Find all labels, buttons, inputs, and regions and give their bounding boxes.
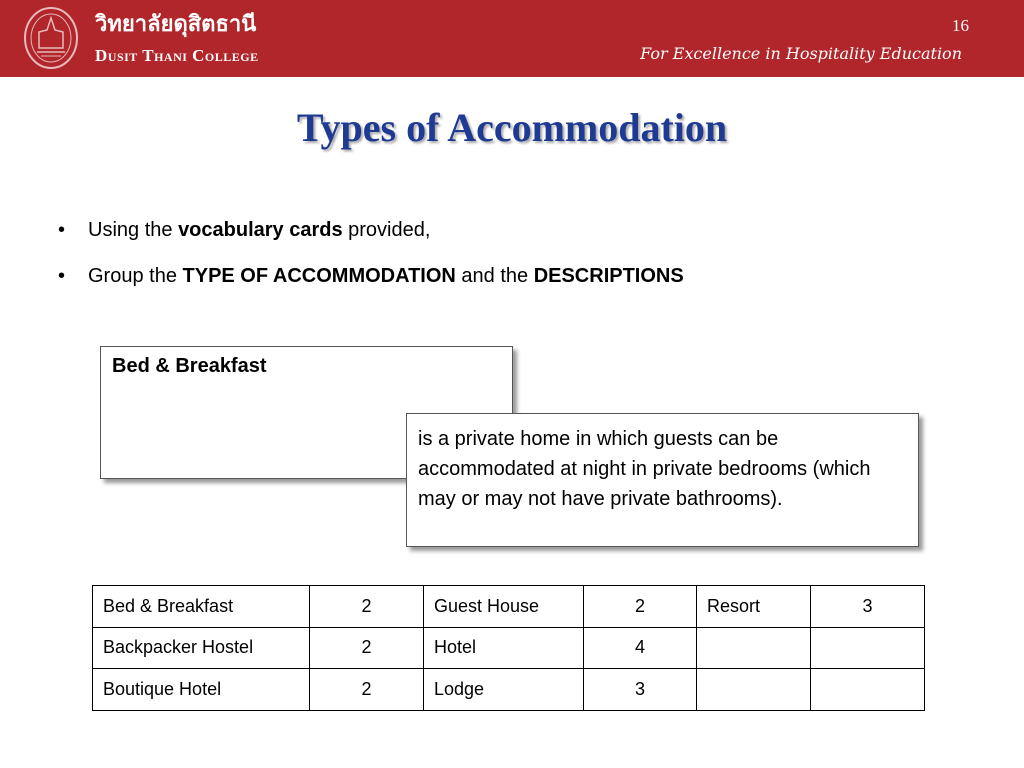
table-row bbox=[93, 586, 925, 628]
table-cell: Resort bbox=[697, 586, 811, 628]
header-bar bbox=[0, 0, 1024, 77]
table-cell: 2 bbox=[310, 586, 424, 628]
table-cell: 2 bbox=[584, 586, 697, 628]
vocabulary-card-description[interactable] bbox=[406, 413, 919, 547]
table-cell: Lodge bbox=[424, 669, 584, 711]
card-description-text: is a private home in which guests can be accommodated at night in private bedrooms (which may or may not have private bathrooms). bbox=[418, 428, 871, 510]
college-name-thai: วิทยาลัยดุสิตธานี bbox=[95, 12, 257, 37]
table-row bbox=[93, 627, 925, 669]
instruction-item bbox=[58, 216, 684, 244]
accommodation-count-table bbox=[92, 585, 925, 711]
bullet-emphasis: DESCRIPTIONS bbox=[533, 265, 684, 287]
table-cell: 2 bbox=[310, 669, 424, 711]
college-seal-logo bbox=[22, 4, 80, 72]
bullet-text: provided, bbox=[342, 219, 431, 241]
table-cell bbox=[811, 669, 925, 711]
table-cell: 3 bbox=[584, 669, 697, 711]
bullet-icon: • bbox=[58, 265, 66, 287]
instruction-list bbox=[58, 216, 684, 308]
table-cell bbox=[697, 627, 811, 669]
bullet-emphasis: vocabulary cards bbox=[178, 219, 343, 241]
bullet-icon: • bbox=[58, 219, 66, 241]
table-cell: Backpacker Hostel bbox=[93, 627, 310, 669]
college-tagline: For Excellence in Hospitality Education bbox=[640, 44, 962, 63]
instruction-item bbox=[58, 262, 684, 290]
table-cell: Hotel bbox=[424, 627, 584, 669]
table-cell: Boutique Hotel bbox=[93, 669, 310, 711]
slide-number: 16 bbox=[952, 16, 969, 35]
table-cell: Guest House bbox=[424, 586, 584, 628]
table-cell bbox=[697, 669, 811, 711]
bullet-emphasis: TYPE OF ACCOMMODATION bbox=[182, 265, 456, 287]
bullet-text: Using the bbox=[88, 219, 179, 241]
bullet-text: Group the bbox=[88, 265, 183, 287]
table-cell: 2 bbox=[310, 627, 424, 669]
card-term-text: Bed & Breakfast bbox=[112, 355, 267, 377]
table-cell: Bed & Breakfast bbox=[93, 586, 310, 628]
college-name-english: Dusit Thani College bbox=[95, 46, 259, 65]
table-cell: 4 bbox=[584, 627, 697, 669]
slide-title: Types of Accommodation bbox=[296, 105, 728, 150]
table-cell: 3 bbox=[811, 586, 925, 628]
bullet-text: and the bbox=[455, 265, 534, 287]
table-row bbox=[93, 669, 925, 711]
table-cell bbox=[811, 627, 925, 669]
